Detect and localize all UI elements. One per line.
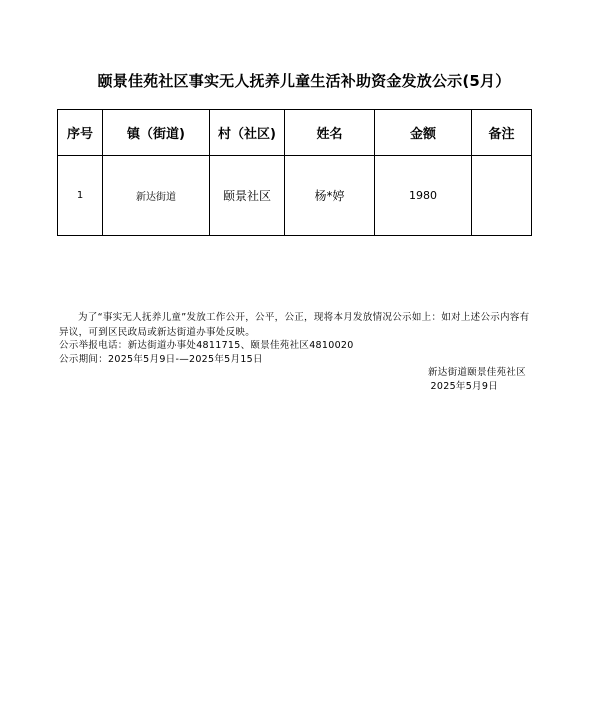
header-amount: 金额 xyxy=(375,110,472,156)
header-index: 序号 xyxy=(58,110,103,156)
notice-paragraph: 为了“事实无人抚养儿童”发放工作公开，公平，公正，现将本月发放情况公示如上：如对上述公示内容有异议，可到区民政局或新达街道办事处反映。 xyxy=(59,312,530,338)
header-community: 村（社区) xyxy=(210,110,285,156)
disbursement-table xyxy=(57,109,532,236)
cell-index: 1 xyxy=(58,156,103,236)
table-header-row xyxy=(58,110,532,156)
issue-date: 2025年5月9日 xyxy=(430,381,498,392)
cell-name: 杨*婷 xyxy=(285,156,375,236)
report-phone: 公示举报电话：新达街道办事处4811715、颐景佳苑社区4810020 xyxy=(59,340,354,351)
page-title: 颐景佳苑社区事实无人抚养儿童生活补助资金发放公示(5月） xyxy=(97,72,511,90)
header-town: 镇（街道) xyxy=(103,110,210,156)
cell-community: 颐景社区 xyxy=(210,156,285,236)
cell-remark xyxy=(472,156,532,236)
issuer: 新达街道颐景佳苑社区 xyxy=(427,367,526,378)
cell-town: 新达街道 xyxy=(103,156,210,236)
header-name: 姓名 xyxy=(285,110,375,156)
table-row xyxy=(58,156,532,236)
header-remark: 备注 xyxy=(472,110,532,156)
cell-amount: 1980 xyxy=(375,156,472,236)
notice-period: 公示期间：2025年5月9日-—2025年5月15日 xyxy=(59,354,263,365)
